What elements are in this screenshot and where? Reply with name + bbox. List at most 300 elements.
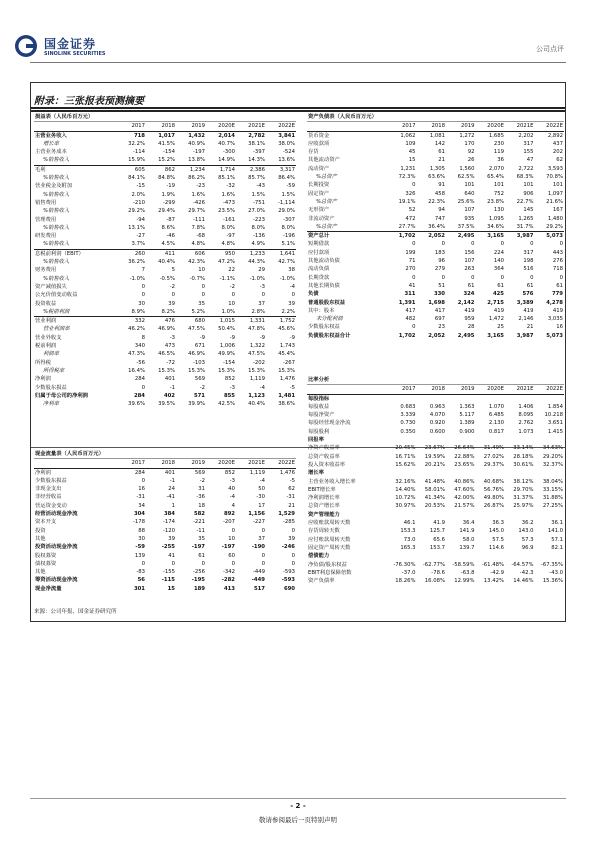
value-cell: 202 xyxy=(552,149,563,156)
value-cell: 0 xyxy=(201,560,205,567)
table-row xyxy=(307,315,564,323)
value-cell: 40 xyxy=(228,486,235,493)
value-cell: 2,052 xyxy=(428,332,445,339)
row-label: 毛利 xyxy=(34,165,116,174)
value-cell: 94 xyxy=(438,207,445,214)
value-cell: 747 xyxy=(434,215,445,222)
value-cell: 0 xyxy=(441,241,445,248)
value-cell: 571 xyxy=(193,392,205,399)
value-cell: 3,593 xyxy=(547,165,563,172)
value-cell: 62 xyxy=(556,157,563,164)
value-cell: 8 xyxy=(141,334,145,341)
value-cell: 270 xyxy=(405,266,416,273)
row-label: 营业利润 xyxy=(34,317,116,326)
year-header: 2019 xyxy=(446,122,476,131)
value-cell: 0 xyxy=(141,560,145,567)
value-cell: 61 xyxy=(198,552,205,559)
value-cell: 183 xyxy=(434,249,445,256)
value-cell: 443 xyxy=(552,249,563,256)
value-cell: 47.60% xyxy=(454,486,475,493)
value-cell xyxy=(387,394,417,403)
value-cell: -154 xyxy=(222,359,235,366)
value-cell: 34.63% xyxy=(542,445,564,452)
value-cell: 21 xyxy=(526,324,534,331)
value-cell: 42.5% xyxy=(218,401,235,408)
value-cell: 332 xyxy=(116,317,146,326)
value-cell: 15.2% xyxy=(158,157,175,164)
value-cell: -196 xyxy=(282,233,296,240)
value-cell: 19.1% xyxy=(398,198,416,205)
value-cell: 42.3% xyxy=(188,259,205,266)
row-label: 归属于母公司的净利润 xyxy=(35,392,88,399)
value-cell: 45.4% xyxy=(278,351,296,358)
table-row xyxy=(34,477,296,485)
value-cell: 680 xyxy=(176,317,206,326)
value-cell: 605 xyxy=(116,165,146,174)
value-cell: 852 xyxy=(224,469,235,476)
value-cell xyxy=(387,469,417,477)
value-cell: 1.070 xyxy=(488,403,504,410)
value-cell: 4.070 xyxy=(429,412,445,419)
footer-divider xyxy=(30,798,566,799)
value-cell: 62 xyxy=(288,486,295,493)
value-cell: 167 xyxy=(552,207,563,214)
year-header: 2022E xyxy=(266,459,296,468)
row-label: 固定资产周转天数 xyxy=(308,544,351,551)
value-cell: 37 xyxy=(258,300,265,307)
table-row xyxy=(34,518,296,526)
table-row xyxy=(34,148,296,156)
value-cell: -30 xyxy=(256,494,265,501)
value-cell: -87 xyxy=(166,216,175,223)
value-cell: -72 xyxy=(166,359,175,366)
table-row xyxy=(34,232,296,240)
value-cell: 33.15% xyxy=(542,486,564,493)
balance-sheet-table xyxy=(307,113,564,340)
cash-flow-table xyxy=(34,450,296,593)
value-cell: 417 xyxy=(405,307,416,314)
value-cell: 6.485 xyxy=(488,412,504,419)
value-cell: 15.62% xyxy=(395,461,416,468)
value-cell: 5 xyxy=(171,267,175,274)
value-cell: 1,081 xyxy=(429,132,445,139)
row-label: 非经营收益 xyxy=(35,494,62,501)
row-label: 净负债/股东权益 xyxy=(308,561,347,568)
row-label: 管理费用 xyxy=(35,216,57,223)
value-cell: 21 xyxy=(288,502,295,509)
year-header-row xyxy=(307,122,564,131)
value-cell: -3 xyxy=(229,477,235,484)
value-cell: 22 xyxy=(228,267,235,274)
value-cell: 4.9% xyxy=(251,241,265,248)
value-cell: 41.48% xyxy=(424,478,445,485)
value-cell: 4,278 xyxy=(546,299,563,306)
year-header: 2020E xyxy=(206,122,236,131)
value-cell: 58.0 xyxy=(462,536,475,543)
table-title-row xyxy=(307,113,564,122)
value-cell: 304 xyxy=(133,511,145,518)
value-cell: -449 xyxy=(251,577,265,584)
value-cell: -103 xyxy=(192,359,205,366)
value-cell: 101 xyxy=(464,182,475,189)
row-label: 每股净资产 xyxy=(308,412,335,419)
value-cell: 85.7% xyxy=(248,175,265,182)
value-cell: 101 xyxy=(493,182,504,189)
value-cell: 101 xyxy=(552,182,563,189)
table-row xyxy=(307,257,564,265)
value-cell: -174 xyxy=(162,519,175,526)
value-cell: 2.0% xyxy=(131,191,145,198)
value-cell: 364 xyxy=(493,266,504,273)
value-cell: 8.095 xyxy=(518,412,534,419)
value-cell: 284 xyxy=(133,392,145,399)
row-label: 无形资产 xyxy=(308,207,330,214)
value-cell: -5 xyxy=(289,384,296,391)
table-row xyxy=(34,502,296,510)
value-cell: -111 xyxy=(192,216,205,223)
value-cell: 482 xyxy=(405,316,416,323)
value-cell: 1.5% xyxy=(251,191,265,198)
value-cell: 0 xyxy=(231,527,235,534)
value-cell: 2.762 xyxy=(518,420,534,427)
value-cell: 51 xyxy=(438,282,445,289)
value-cell: -4 xyxy=(259,477,265,484)
value-cell: 34 xyxy=(138,502,145,509)
value-cell: 23.8% xyxy=(487,198,504,205)
value-cell: 42.7% xyxy=(278,259,296,266)
value-cell: 30 xyxy=(138,535,145,542)
table-row xyxy=(34,165,296,174)
value-cell: -1 xyxy=(169,384,175,391)
value-cell: 5,073 xyxy=(546,332,563,339)
value-cell: 145.0 xyxy=(488,528,504,535)
value-cell: -64.57% xyxy=(511,561,534,568)
row-label: %销售收入 xyxy=(43,191,70,198)
value-cell: 2,146 xyxy=(518,316,534,323)
value-cell: 1,432 xyxy=(188,132,205,139)
value-cell: 38 xyxy=(288,267,296,274)
value-cell xyxy=(417,552,447,560)
value-cell: 2,014 xyxy=(218,132,235,139)
table-row xyxy=(34,182,296,190)
value-cell: 22.3% xyxy=(428,198,445,205)
row-label: 债权募资 xyxy=(35,560,57,567)
table-row xyxy=(34,317,296,326)
value-cell: 576 xyxy=(522,291,534,298)
table-row xyxy=(307,206,564,214)
year-header-row xyxy=(307,385,564,394)
brand-name: 国金证券 xyxy=(44,37,97,51)
value-cell: 47.3% xyxy=(128,351,145,358)
value-cell: 862 xyxy=(146,165,176,174)
table-row xyxy=(307,190,564,198)
value-cell: 0.350 xyxy=(400,428,416,435)
value-cell: -36 xyxy=(196,494,205,501)
value-cell xyxy=(417,469,447,477)
value-cell: 0 xyxy=(201,283,205,290)
value-cell: -63.8 xyxy=(460,569,475,576)
value-cell: -9 xyxy=(229,334,235,341)
value-cell: 1.389 xyxy=(459,420,475,427)
value-cell: 458 xyxy=(434,190,445,197)
value-cell: -210 xyxy=(132,199,145,206)
row-label: 增长率 xyxy=(308,470,324,477)
value-cell xyxy=(535,469,565,477)
value-cell: 46.9% xyxy=(188,351,205,358)
row-label: 存货 xyxy=(308,149,319,156)
value-cell: 65.6 xyxy=(433,536,445,543)
table-row xyxy=(307,544,564,552)
year-header: 2018 xyxy=(146,459,176,468)
value-cell xyxy=(417,394,447,403)
row-label: 财务费用 xyxy=(35,267,57,274)
value-cell xyxy=(535,552,565,560)
value-cell: 27.7% xyxy=(398,223,416,230)
value-cell: 1,123 xyxy=(248,392,265,399)
value-cell: -473 xyxy=(222,199,235,206)
value-cell: 139.7 xyxy=(459,544,475,551)
table-row xyxy=(34,266,296,274)
value-cell: 0.817 xyxy=(488,428,504,435)
value-cell: 25.6% xyxy=(457,198,475,205)
table-row xyxy=(307,502,564,510)
value-cell: 1,560 xyxy=(459,165,475,172)
value-cell: 57.5 xyxy=(492,536,504,543)
value-cell: 41 xyxy=(408,282,416,289)
value-cell: -449 xyxy=(252,569,265,576)
value-cell: 15.36% xyxy=(542,578,564,585)
value-cell: 0 xyxy=(261,560,265,567)
row-label: 经营活动现金净流 xyxy=(35,511,78,518)
value-cell: 156 xyxy=(464,249,475,256)
value-cell: 15.3% xyxy=(248,367,265,374)
value-cell: 1,233 xyxy=(236,249,266,258)
table-row xyxy=(307,444,564,452)
row-label: 营运资金变动 xyxy=(35,502,67,509)
table-row xyxy=(307,165,564,173)
row-label: 主营业务收入 xyxy=(35,132,67,139)
value-cell: 419 xyxy=(464,307,475,314)
value-cell: -197 xyxy=(191,544,205,551)
value-cell: 8.6% xyxy=(161,224,175,231)
row-label: 投资活动现金净流 xyxy=(35,544,78,551)
value-cell: -115 xyxy=(161,577,175,584)
value-cell: 41 xyxy=(168,552,175,559)
value-cell: 21.6% xyxy=(546,198,563,205)
table-row xyxy=(34,350,296,358)
value-cell: 2,782 xyxy=(248,132,265,139)
year-header: 2018 xyxy=(146,122,176,131)
value-cell: 950 xyxy=(206,249,236,258)
table-row xyxy=(307,156,564,164)
table-row xyxy=(34,334,296,342)
value-cell: -0.7% xyxy=(189,275,205,282)
year-header: 2019 xyxy=(176,122,206,131)
value-cell: 29.2% xyxy=(128,208,145,215)
value-cell: 697 xyxy=(434,316,445,323)
value-cell: -4 xyxy=(259,384,265,391)
value-cell: 96 xyxy=(438,258,445,265)
row-label: 研发费用 xyxy=(35,233,57,240)
row-label: 流动资产 xyxy=(308,165,330,172)
value-cell: -267 xyxy=(282,359,296,366)
row-label: %总资产 xyxy=(316,198,337,205)
value-cell: 4 xyxy=(231,502,235,509)
table-title-row xyxy=(34,113,296,122)
table-row xyxy=(34,199,296,207)
row-label: %销售收入 xyxy=(43,241,70,248)
table-row xyxy=(307,511,564,519)
value-cell: 2.2% xyxy=(281,308,296,315)
value-cell: 401 xyxy=(164,376,175,383)
row-label: 营业利润率 xyxy=(43,326,70,333)
value-cell: 0 xyxy=(500,241,504,248)
ratio-analysis-table xyxy=(307,376,564,585)
value-cell: -285 xyxy=(282,519,295,526)
value-cell: 0 xyxy=(412,274,416,281)
value-cell: 3,165 xyxy=(487,332,504,339)
row-label: 息税前利润（EBIT） xyxy=(34,249,116,258)
value-cell: 61 xyxy=(526,282,534,289)
value-cell: 4.8% xyxy=(191,241,205,248)
table-row xyxy=(34,240,296,249)
year-header: 2022E xyxy=(535,122,565,131)
value-cell: 38.12% xyxy=(513,478,534,485)
value-cell: 0.600 xyxy=(429,428,445,435)
value-cell: 13.6% xyxy=(278,157,296,164)
value-cell: -1,114 xyxy=(277,199,296,206)
value-cell: -67.35% xyxy=(540,561,564,568)
row-label: 资产负债率 xyxy=(308,578,335,585)
value-cell: 7.8% xyxy=(191,224,205,231)
value-cell: 3,987 xyxy=(516,332,534,339)
value-cell: 0 xyxy=(412,324,416,331)
value-cell: -426 xyxy=(192,199,205,206)
header-cell xyxy=(307,385,387,394)
value-cell: -76.30% xyxy=(393,561,416,568)
value-cell: 8.2% xyxy=(161,308,175,315)
document-type: 公司点评 xyxy=(536,45,564,53)
value-cell: -154 xyxy=(162,149,175,156)
value-cell: 402 xyxy=(163,392,175,399)
value-cell: 10 xyxy=(198,267,205,274)
value-cell: 23.5% xyxy=(218,208,235,215)
value-cell: -593 xyxy=(282,569,295,576)
value-cell: 0 xyxy=(141,384,145,391)
value-cell: 473 xyxy=(164,343,175,350)
value-cell: 2.8% xyxy=(251,308,265,315)
value-cell: 88 xyxy=(138,527,145,534)
value-cell: 0 xyxy=(471,274,475,281)
value-cell: -94 xyxy=(136,216,145,223)
value-cell: 1.406 xyxy=(518,403,534,410)
value-cell: -155 xyxy=(162,569,175,576)
value-cell: 1,097 xyxy=(547,190,563,197)
value-cell: 50 xyxy=(258,486,265,493)
table-row xyxy=(307,419,564,427)
value-cell: 15 xyxy=(408,157,416,164)
table-row xyxy=(34,275,296,283)
table-row xyxy=(34,585,296,593)
row-label: 其他流动资产 xyxy=(308,157,340,164)
value-cell: 2.130 xyxy=(488,420,504,427)
row-label: 偿债能力 xyxy=(308,553,330,560)
value-cell: 401 xyxy=(164,469,175,476)
table-row xyxy=(34,174,296,182)
value-cell: 30 xyxy=(138,300,145,307)
value-cell: 0.963 xyxy=(429,403,445,410)
value-cell: 23 xyxy=(438,324,445,331)
value-cell: 1,015 xyxy=(206,317,236,326)
value-cell xyxy=(387,552,417,560)
row-label: %总资产 xyxy=(316,174,337,181)
value-cell: 1,234 xyxy=(176,165,206,174)
row-label: 非流动资产 xyxy=(308,215,335,222)
year-header: 2021E xyxy=(505,385,535,394)
value-cell: 569 xyxy=(194,469,205,476)
value-cell: 1,685 xyxy=(488,132,504,139)
value-cell: -9 xyxy=(289,334,296,341)
value-cell: -197 xyxy=(221,544,235,551)
row-label: 其他流动负债 xyxy=(308,258,340,265)
value-cell: 29.2% xyxy=(546,223,563,230)
value-cell: 0 xyxy=(231,292,235,299)
value-cell: -1.0% xyxy=(249,275,265,282)
value-cell: 0 xyxy=(291,527,295,534)
value-cell: -43.0 xyxy=(549,569,564,576)
value-cell: 14.9% xyxy=(218,157,235,164)
value-cell: 18.26% xyxy=(395,578,416,585)
value-cell: 60 xyxy=(228,552,235,559)
value-cell: 317 xyxy=(523,140,534,147)
value-cell: 0.920 xyxy=(429,420,445,427)
value-cell: -161 xyxy=(222,216,235,223)
value-cell: 47.2% xyxy=(218,259,235,266)
table-row xyxy=(307,552,564,560)
value-cell: 14.40% xyxy=(395,486,416,493)
table-row xyxy=(34,543,296,551)
value-cell: 906 xyxy=(523,190,534,197)
income-statement-table xyxy=(34,113,296,408)
value-cell: -15 xyxy=(136,183,145,190)
table-row xyxy=(34,468,296,477)
value-cell: 41.34% xyxy=(424,495,445,502)
value-cell: 26 xyxy=(467,157,475,164)
value-cell xyxy=(535,394,565,403)
value-cell: 0 xyxy=(559,241,563,248)
value-cell: 1,480 xyxy=(547,215,563,222)
table-row xyxy=(307,223,564,232)
table-row xyxy=(34,258,296,266)
value-cell: 36.2 xyxy=(521,520,534,527)
value-cell: 3.651 xyxy=(547,420,564,427)
value-cell: 170 xyxy=(464,140,475,147)
value-cell: 139 xyxy=(134,552,145,559)
value-cell: 1,156 xyxy=(248,511,265,518)
row-label: 所得税率 xyxy=(43,367,65,374)
table-row xyxy=(34,131,296,140)
value-cell: 15 xyxy=(167,585,175,592)
value-cell xyxy=(446,469,476,477)
row-label: 每股指标 xyxy=(308,395,330,402)
value-cell: -195 xyxy=(191,577,205,584)
value-cell: 569 xyxy=(194,376,205,383)
table-row xyxy=(307,265,564,273)
row-label: 税前利润 xyxy=(35,343,57,350)
value-cell: 23.67% xyxy=(424,445,445,452)
value-cell: 35 xyxy=(198,535,205,542)
value-cell: -397 xyxy=(252,149,265,156)
